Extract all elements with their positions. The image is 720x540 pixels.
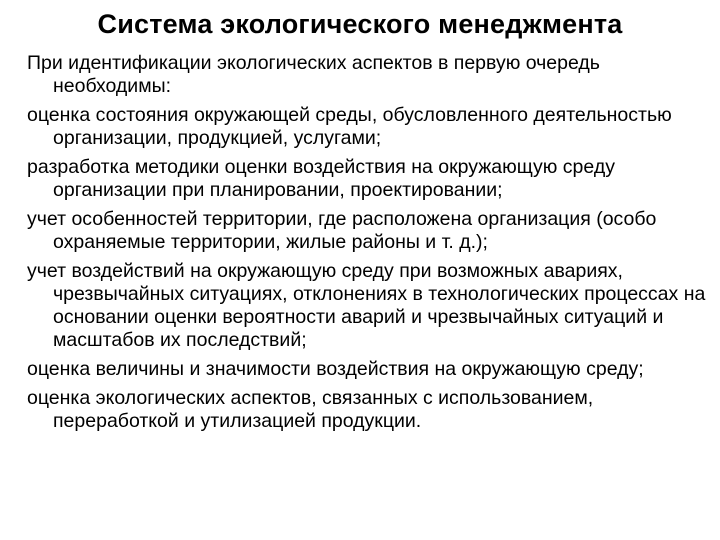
paragraph-item: оценка состояния окружающей среды, обусловленного деятельностью организации, продукцией, услугами; (27, 104, 672, 149)
paragraph-intro: При идентификации экологических аспектов в первую очередь необходимы: (27, 52, 600, 97)
paragraph-item: оценка величины и значимости воздействия на окружающую среду; (27, 358, 644, 380)
paragraph-item: оценка экологических аспектов, связанных с использованием, переработкой и утилизацией продукции. (27, 387, 594, 432)
slide-title: Система экологического менеджмента (97, 9, 623, 39)
paragraph-item: учет особенностей территории, где расположена организация (особо охраняемые территории, жилые районы и т. д.); (27, 208, 657, 253)
slide-body (27, 52, 717, 439)
paragraph-item: учет воздействий на окружающую среду при возможных авариях, чрезвычайных ситуациях, отклонениях в технологических процессах на основании оценки вероятности аварий и чрезвычайных ситуаций и масштабов их последствий; (27, 260, 706, 351)
paragraph-item: разработка методики оценки воздействия на окружающую среду организации при планировании, проектировании; (27, 156, 615, 201)
